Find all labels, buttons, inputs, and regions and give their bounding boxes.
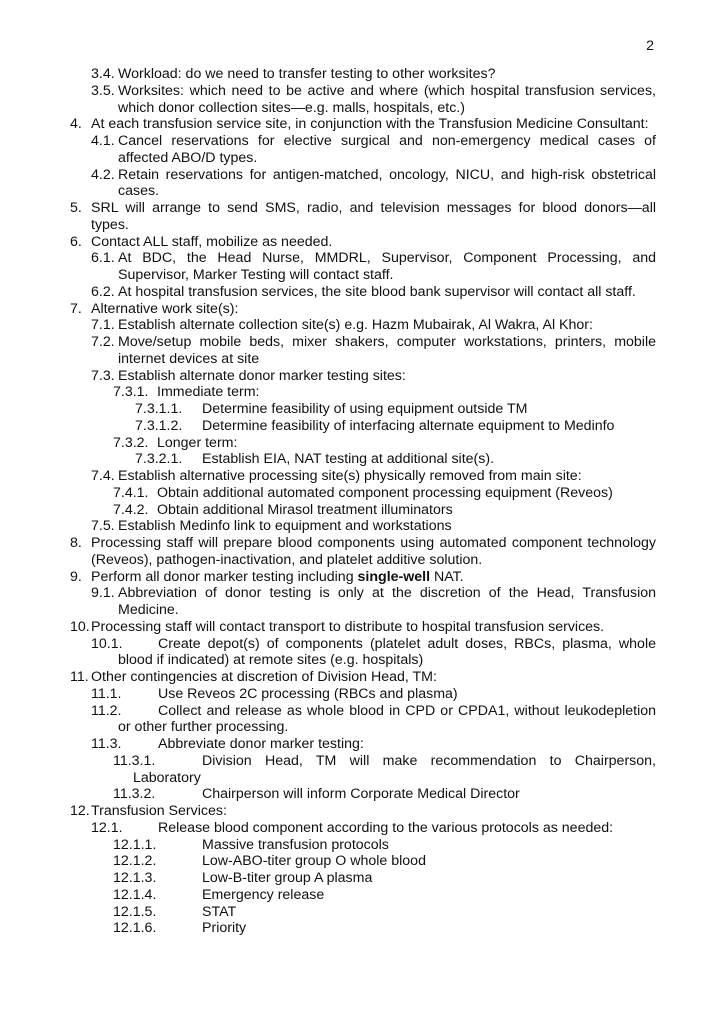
list-item-continuation: [0, 217, 724, 234]
list-item: [0, 920, 724, 937]
item-number: 3.4.: [91, 66, 115, 82]
list-item: [0, 317, 724, 334]
item-number: 12.1.4.: [113, 886, 157, 903]
item-text: Emergency release: [202, 886, 325, 903]
list-item-continuation: [0, 770, 724, 787]
page-number: 2: [646, 38, 654, 54]
item-text: Determine feasibility of interfacing alternate equipment to Medinfo: [202, 417, 615, 434]
item-number: 7.3.1.2.: [135, 417, 183, 434]
list-item: [0, 585, 724, 602]
list-item: [0, 301, 724, 318]
list-item: [0, 535, 724, 552]
item-text: blood if indicated) at remote sites (e.g. hospitals): [118, 652, 424, 669]
list-item: [0, 401, 724, 418]
item-text: Establish alternative processing site(s) physically removed from main site:: [118, 468, 582, 484]
item-number: 7.3.2.: [113, 434, 149, 451]
item-text: Division Head, TM will make recommendation to Chairperson,: [202, 752, 656, 769]
list-item: [0, 451, 724, 468]
item-number: 12.1.6.: [113, 920, 157, 937]
item-number: 12.: [70, 803, 90, 819]
list-item: [0, 284, 724, 301]
item-number: 11.2.: [91, 702, 122, 719]
item-text: Alternative work site(s):: [91, 300, 239, 317]
item-text: Low-ABO-titer group O whole blood: [202, 853, 426, 870]
item-text: Establish alternate collection site(s) e.g. Hazm Mubairak, Al Wakra, Al Khor:: [118, 317, 593, 334]
item-number: 7.3.2.1.: [135, 451, 183, 468]
item-number: 12.1.5.: [113, 903, 157, 920]
list-item: [0, 669, 724, 686]
list-item: [0, 803, 724, 820]
item-text: Workload: do we need to transfer testing to other worksites?: [118, 66, 496, 82]
item-text: Medicine.: [118, 602, 179, 618]
item-number: 7.3.1.: [113, 384, 149, 401]
item-number: 8.: [70, 535, 82, 551]
item-text: Chairperson will inform Corporate Medical Director: [202, 786, 520, 803]
item-text: Supervisor, Marker Testing will contact staff.: [118, 267, 394, 283]
list-item: [0, 384, 724, 401]
item-text: Collect and release as whole blood in CPD or CPDA1, without leukodepletion: [158, 702, 656, 719]
list-item: [0, 116, 724, 133]
item-number: 7.2.: [91, 334, 115, 350]
list-item: [0, 368, 724, 385]
item-text: Obtain additional automated component processing equipment (Reveos): [157, 484, 613, 501]
item-number: 6.2.: [91, 283, 115, 300]
item-number: 9.: [70, 568, 82, 585]
item-number: 4.1.: [91, 133, 115, 149]
item-text: [91, 569, 464, 586]
item-text: Worksites: which need to be active and where (which hospital transfusion services,: [118, 82, 656, 99]
item-number: 7.: [70, 300, 82, 317]
item-text: or other further processing.: [118, 719, 289, 736]
item-text: Move/setup mobile beds, mixer shakers, computer workstations, printers, mobile: [118, 334, 656, 350]
item-number: 10.: [70, 618, 90, 635]
item-number: 7.4.1.: [113, 484, 149, 501]
list-item-continuation: [0, 602, 724, 619]
item-number: 11.: [70, 669, 89, 685]
item-text: cases.: [118, 183, 160, 200]
list-item: [0, 167, 724, 184]
list-item: [0, 485, 724, 502]
item-text: Determine feasibility of using equipment outside TM: [202, 401, 528, 417]
item-text: STAT: [202, 903, 237, 920]
list-item-continuation: [0, 719, 724, 736]
list-item: [0, 753, 724, 770]
item-text: Establish EIA, NAT testing at additional site(s).: [202, 451, 495, 468]
item-text: Priority: [202, 920, 247, 937]
list-item: [0, 870, 724, 887]
list-item: [0, 703, 724, 720]
item-number: 7.3.1.1.: [135, 401, 183, 417]
item-number: 7.1.: [91, 317, 115, 334]
item-number: 11.3.2.: [113, 786, 156, 803]
item-number: 3.5.: [91, 82, 115, 99]
item-number: 10.1.: [91, 635, 123, 652]
item-text: SRL will arrange to send SMS, radio, and television messages for blood donors—all: [91, 200, 656, 216]
list-item-continuation: [0, 100, 724, 117]
item-text: (Reveos), pathogen-inactivation, and platelet additive solution.: [91, 551, 483, 568]
item-number: 7.5.: [91, 518, 115, 535]
list-item: [0, 234, 724, 251]
item-text: Retain reservations for antigen-matched, oncology, NICU, and high-risk obstetrical: [118, 166, 656, 183]
list-item-continuation: [0, 183, 724, 200]
list-item: [0, 887, 724, 904]
item-text: Immediate term:: [157, 384, 260, 401]
list-item: [0, 83, 724, 100]
item-text: Create depot(s) of components (platelet adult doses, RBCs, plasma, whole: [158, 635, 656, 652]
item-number: 11.3.: [91, 736, 122, 752]
list-item: [0, 418, 724, 435]
item-text: Cancel reservations for elective surgical and non-emergency medical cases of: [118, 133, 656, 149]
item-text: Abbreviate donor marker testing:: [158, 736, 364, 752]
item-text: Abbreviation of donor testing is only at the discretion of the Head, Transfusion: [118, 585, 656, 602]
list-item: [0, 468, 724, 485]
item-text: At hospital transfusion services, the site blood bank supervisor will contact all staff.: [118, 283, 636, 300]
item-text: At BDC, the Head Nurse, MMDRL, Supervisor, Component Processing, and: [118, 250, 656, 267]
item-text: Longer term:: [157, 434, 238, 451]
item-number: 7.3.: [91, 367, 115, 384]
list-item-continuation: [0, 267, 724, 284]
item-text: Establish alternate donor marker testing sites:: [118, 367, 406, 384]
list-item: [0, 435, 724, 452]
item-text: Establish Medinfo link to equipment and workstations: [118, 518, 452, 535]
list-item: [0, 133, 724, 150]
item-text: which donor collection sites—e.g. malls, hospitals, etc.): [118, 99, 465, 116]
item-number: 4.2.: [91, 166, 115, 183]
list-item: [0, 200, 724, 217]
list-item: [0, 66, 724, 83]
item-text: Laboratory: [133, 769, 201, 786]
list-item: [0, 619, 724, 636]
list-item-continuation: [0, 552, 724, 569]
item-number: 4.: [70, 116, 82, 133]
item-text: affected ABO/D types.: [118, 149, 258, 166]
item-number: 5.: [70, 200, 82, 216]
item-text: Massive transfusion protocols: [202, 836, 389, 853]
item-text: types.: [91, 216, 129, 233]
item-text: Release blood component according to the various protocols as needed:: [158, 819, 614, 836]
item-text: Processing staff will prepare blood components using automated component technology: [91, 535, 656, 551]
list-item: [0, 569, 724, 586]
list-item: [0, 904, 724, 921]
item-text: Contact ALL staff, mobilize as needed.: [91, 233, 333, 250]
item-number: 12.1.3.: [113, 870, 157, 886]
item-number: 7.4.: [91, 468, 115, 484]
item-number: 12.1.2.: [113, 853, 157, 870]
list-item-continuation: [0, 150, 724, 167]
item-text-post: NAT.: [430, 568, 464, 585]
item-number: 11.3.1.: [113, 752, 156, 769]
item-number: 12.1.: [91, 819, 123, 836]
item-text: At each transfusion service site, in conjunction with the Transfusion Medicine Consultant:: [91, 116, 649, 133]
item-number: 7.4.2.: [113, 501, 149, 518]
item-text: Transfusion Services:: [91, 803, 227, 819]
item-text: Low-B-titer group A plasma: [202, 870, 373, 886]
item-text: Use Reveos 2C processing (RBCs and plasma): [158, 685, 458, 702]
item-text: Obtain additional Mirasol treatment illuminators: [157, 501, 453, 518]
item-text-pre: Perform all donor marker testing including: [91, 568, 358, 585]
list-item: [0, 686, 724, 703]
item-text: internet devices at site: [118, 350, 260, 367]
item-text: Processing staff will contact transport to distribute to hospital transfusion services.: [91, 618, 605, 635]
list-item: [0, 636, 724, 653]
list-item-continuation: [0, 652, 724, 669]
list-item-continuation: [0, 351, 724, 368]
item-text: Other contingencies at discretion of Division Head, TM:: [91, 669, 437, 685]
item-text-bold: single-well: [357, 568, 431, 585]
list-item: [0, 853, 724, 870]
list-item: [0, 334, 724, 351]
item-number: 9.1.: [91, 585, 115, 602]
list-item: [0, 786, 724, 803]
item-number: 12.1.1.: [113, 836, 157, 853]
list-item: [0, 820, 724, 837]
list-item: [0, 502, 724, 519]
item-number: 6.1.: [91, 250, 115, 267]
item-number: 11.1.: [91, 685, 122, 702]
list-item: [0, 736, 724, 753]
list-item: [0, 250, 724, 267]
item-number: 6.: [70, 233, 82, 250]
list-item: [0, 837, 724, 854]
list-item: [0, 518, 724, 535]
